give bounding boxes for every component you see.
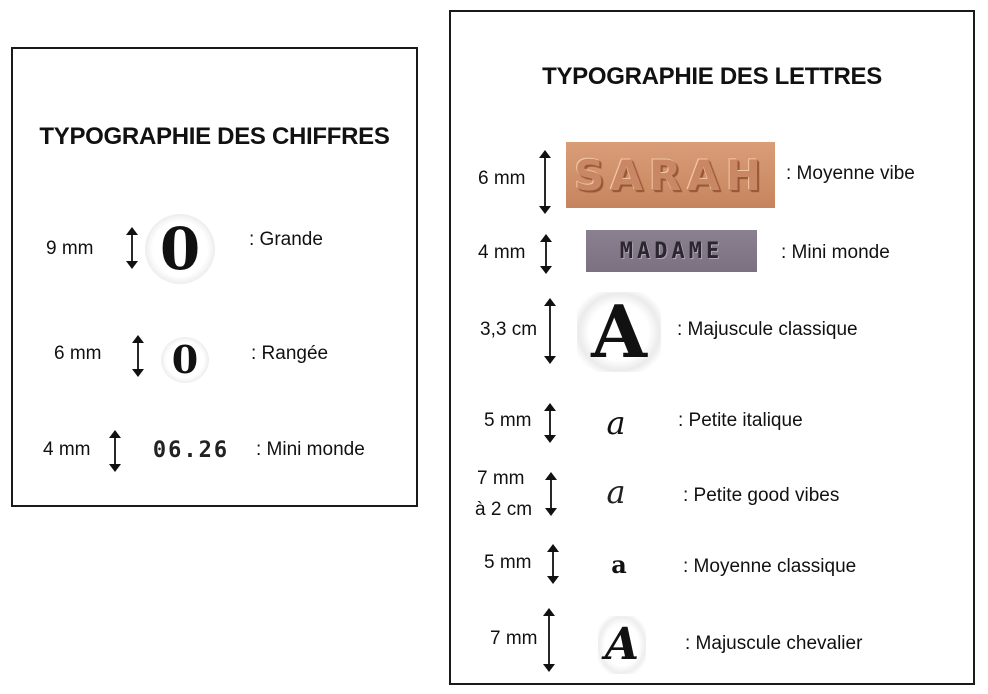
- font-name-label: : Mini monde: [781, 242, 890, 263]
- size-label: 9 mm: [46, 238, 94, 259]
- up-down-arrow-icon: [544, 472, 558, 516]
- digit-sample-mini-monde: 06.26: [152, 438, 230, 463]
- numbers-panel-title: TYPOGRAPHIE DES CHIFFRES: [39, 123, 390, 150]
- letters-typography-panel: [449, 10, 975, 685]
- letter-sample-majuscule-classique: A: [577, 292, 661, 372]
- numbers-typography-panel: [11, 47, 418, 507]
- letter-sample-moyenne-classique: a: [611, 550, 627, 579]
- font-name-label: : Grande: [249, 229, 323, 250]
- letter-sample-majuscule-chevalier: A: [598, 616, 646, 674]
- font-name-label: : Moyenne classique: [683, 556, 857, 577]
- up-down-arrow-icon: [542, 608, 556, 672]
- size-label: 4 mm: [478, 242, 526, 263]
- size-label: 7 mm: [490, 628, 538, 649]
- up-down-arrow-icon: [538, 150, 552, 214]
- digit-sample-rangee: 0: [161, 337, 209, 383]
- letter-sample-petite-good-vibes: a: [606, 473, 626, 511]
- size-label-line2: à 2 cm: [475, 499, 533, 520]
- font-name-label: : Petite italique: [678, 410, 803, 431]
- letter-sample-madame-plate: MADAME: [586, 230, 757, 272]
- up-down-arrow-icon: [543, 403, 557, 443]
- letter-sample-petite-italique: a: [606, 404, 626, 442]
- size-label: 5 mm: [484, 410, 532, 431]
- up-down-arrow-icon: [131, 335, 145, 377]
- size-label: 4 mm: [43, 439, 91, 460]
- font-name-label: : Mini monde: [256, 439, 365, 460]
- up-down-arrow-icon: [125, 227, 139, 269]
- font-name-label: : Majuscule classique: [677, 319, 858, 340]
- letter-sample-sarah-plate: SARAH: [566, 142, 775, 208]
- size-label: 5 mm: [484, 552, 532, 573]
- font-name-label: : Rangée: [251, 343, 329, 364]
- size-label-line1: 7 mm: [477, 468, 525, 489]
- size-label: 6 mm: [54, 343, 102, 364]
- up-down-arrow-icon: [108, 430, 122, 472]
- up-down-arrow-icon: [543, 298, 557, 364]
- letters-panel-title: TYPOGRAPHIE DES LETTRES: [542, 63, 882, 90]
- size-label: 6 mm: [478, 168, 526, 189]
- up-down-arrow-icon: [546, 544, 560, 584]
- size-label: 3,3 cm: [480, 319, 538, 340]
- up-down-arrow-icon: [539, 234, 553, 274]
- font-name-label: : Majuscule chevalier: [685, 633, 863, 654]
- digit-sample-grande: 0: [145, 214, 215, 284]
- font-name-label: : Petite good vibes: [683, 485, 840, 506]
- font-name-label: : Moyenne vibe: [786, 163, 915, 184]
